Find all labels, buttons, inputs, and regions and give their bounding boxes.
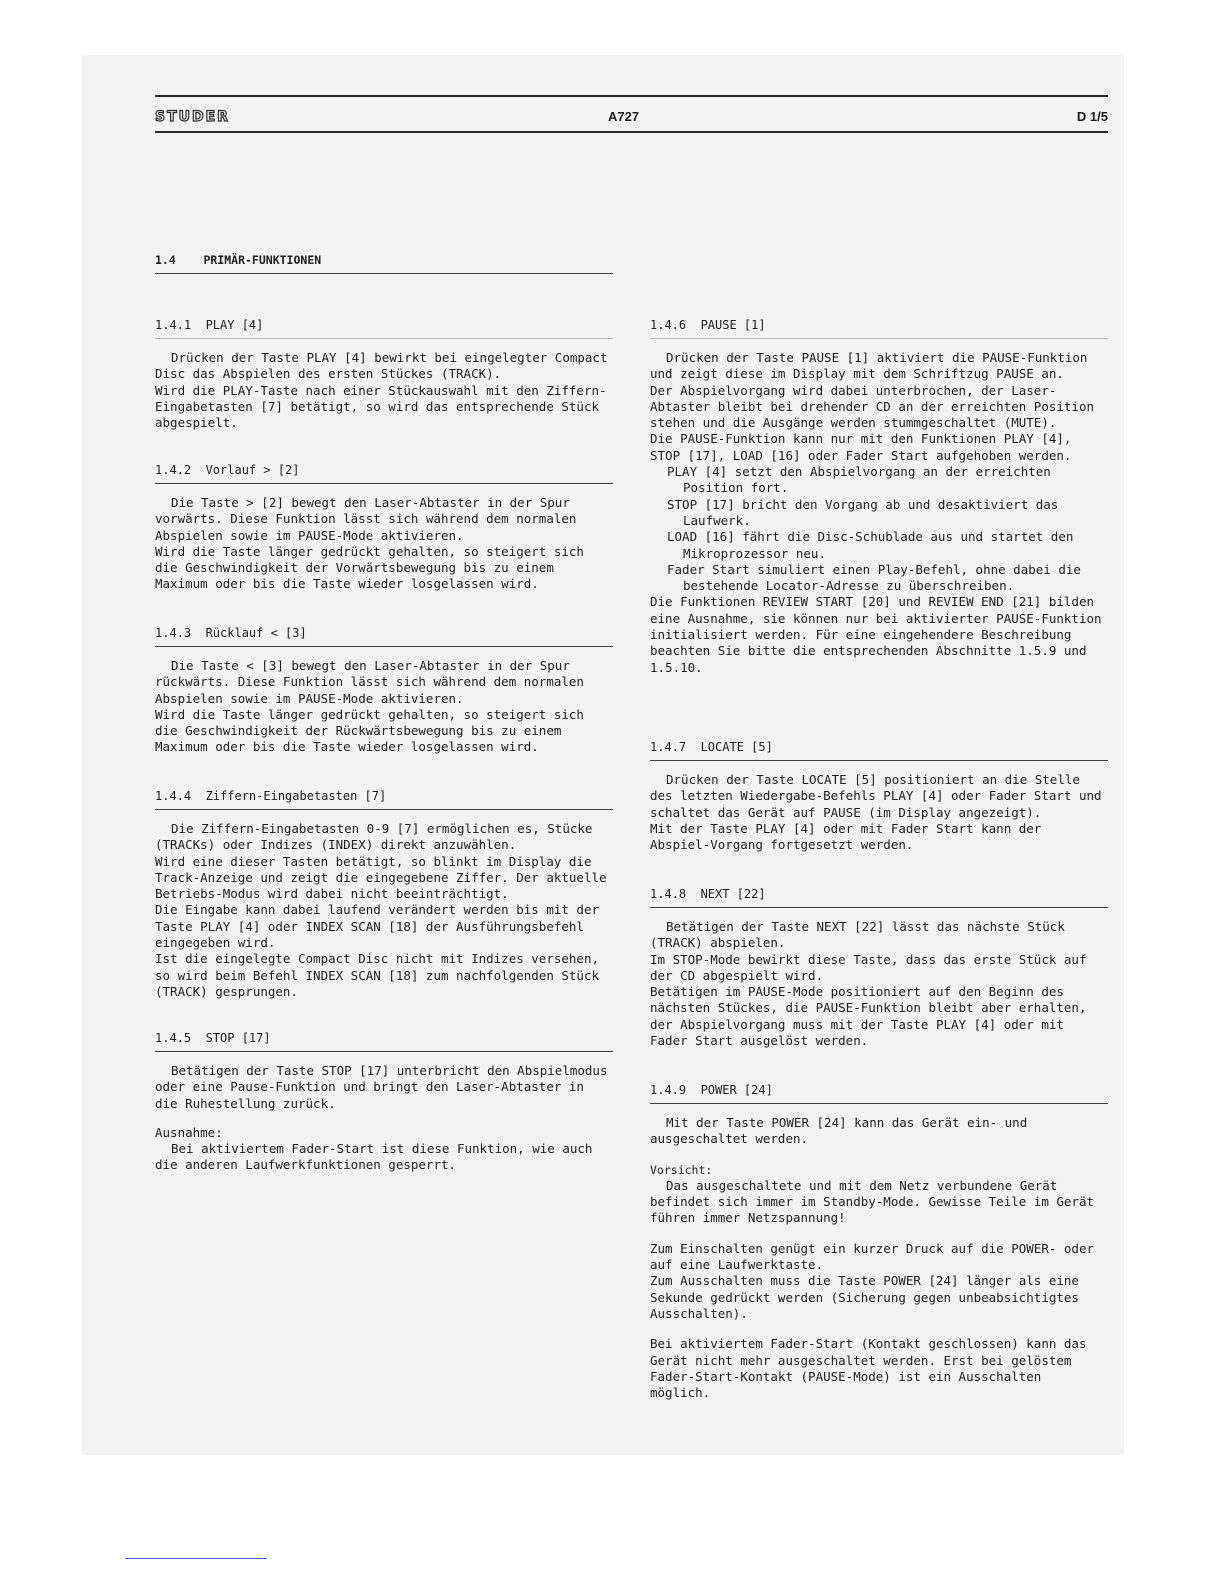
paragraph: Betätigen der Taste STOP [17] unterbricht den Abspielmodus oder eine Pause-Funktion und bringt den Laser-Abtaster in die Ruhestellung zurück. (155, 1063, 608, 1111)
paragraph: Ist die eingelegte Compact Disc nicht mit Indizes versehen, so wird beim Befehl INDEX SCAN [18] zum nachfolgenden Stück (TRACK) gesprungen. (155, 951, 600, 999)
paragraph: Betätigen im PAUSE-Mode positioniert auf den Beginn des nächsten Stückes, die PAUSE-Funktion bleibt aber erhalten, der Abspielvorgang muss mit der Taste PLAY [4] oder mit Fader Start ausgelöst werden. (650, 984, 1087, 1049)
paragraph: Wird eine dieser Tasten betätigt, so blinkt im Display die Track-Anzeige und zeigt die eingegebene Ziffer. Der aktuelle Betriebs-Modus wird dabei nicht beeinträchtigt. (155, 853, 607, 902)
paragraph: Zum Einschalten genügt ein kurzer Druck auf die POWER- oder auf eine Laufwerktaste. (650, 1240, 1095, 1273)
section-title: 1.4.3 Rücklauf < [3] (155, 625, 613, 647)
caution-label: Vorsicht: (650, 1162, 713, 1177)
section-1-4-5 (155, 1030, 613, 1174)
paragraph: Drücken der Taste LOCATE [5] positioniert an die Stelle des letzten Wiedergabe-Befehls PLAY [4] oder Fader Start und schaltet das Gerät auf PAUSE (im Display angezeigt). (650, 772, 1102, 820)
paragraph: Die Taste > [2] bewegt den Laser-Abtaster in der Spur vorwärts. Diese Funktion lässt sich während dem normalen Abspielen sowie im PAUSE-Mode aktivieren. (155, 495, 577, 543)
section-title: 1.4.8 NEXT [22] (650, 886, 1108, 908)
list-item: LOAD [16] fährt die Disc-Schublade aus und startet den Mikroprozessor neu. (667, 529, 1074, 561)
paragraph: Die Taste < [3] bewegt den Laser-Abtaster in der Spur rückwärts. Diese Funktion lässt sich während dem normalen Abspielen sowie im PAUSE-Mode aktivieren. (155, 658, 584, 706)
model-number: A727 (608, 109, 640, 124)
section-1-4-2 (155, 462, 613, 593)
section-title: 1.4.7 LOCATE [5] (650, 739, 1108, 761)
paragraph: Die Eingabe kann dabei laufend verändert werden bis mit der Taste PLAY [4] oder INDEX SCAN [18] der Ausführungsbefehl eingegeben wird. (155, 902, 600, 951)
bottom-link-underline (125, 1558, 267, 1559)
paragraph: Bei aktiviertem Fader-Start (Kontakt geschlossen) kann das Gerät nicht mehr ausgeschaltet werden. Erst bei gelöstem Fader-Start-Kontakt (PAUSE-Mode) ist ein Ausschalten möglich. (650, 1336, 1087, 1401)
page-number: D 1/5 (1076, 109, 1108, 124)
caution-text: Das ausgeschaltete und mit dem Netz verbundene Gerät befindet sich immer im Standby-Mode. Gewisse Teile im Gerät führen immer Netzspannung! (650, 1177, 1095, 1226)
paragraph: Zum Ausschalten muss die Taste POWER [24] länger als eine Sekunde gedrückt werden (Sicherung gegen unbeabsichtigtes Ausschalten). (650, 1273, 1079, 1321)
section-1-4-8 (650, 886, 1108, 1049)
section-1-4-4 (155, 788, 613, 1000)
paragraph: Drücken der Taste PAUSE [1] aktiviert die PAUSE-Funktion und zeigt diese im Display mit dem Schriftzug PAUSE an. (650, 350, 1088, 382)
section-1-4-7 (650, 739, 1108, 853)
paragraph: Wird die Taste länger gedrückt gehalten, so steigert sich die Geschwindigkeit der Vorwärtsbewegung bis zu einem Maximum oder bis die Taste wieder losgelassen wird. (155, 543, 584, 592)
studer-logo: STUDER (155, 109, 230, 125)
paragraph: Die PAUSE-Funktion kann nur mit den Funktionen PLAY [4], STOP [17], LOAD [16] oder Fader Start aufgehoben werden. (650, 431, 1072, 463)
paragraph: Der Abspielvorgang wird dabei unterbrochen, der Laser-Abtaster bleibt bei drehender CD an der erreichten Position stehen und die Ausgänge werden stummgeschaltet (MUTE). (650, 382, 1095, 431)
list-item: Fader Start simuliert einen Play-Befehl, ohne dabei die bestehende Locator-Adresse zu überschreiben. (667, 561, 1081, 594)
section-title: 1.4.4 Ziffern-Eingabetasten [7] (155, 788, 613, 810)
paragraph: Die Funktionen REVIEW START [20] und REVIEW END [21] bilden eine Ausnahme, sie können nur bei aktivierter PAUSE-Funktion initialisiert werden. Für eine eingehendere Beschreibung beachten Sie bitte die entsprechenden Abschnitte 1.5.9 und 1.5.10. (650, 594, 1102, 675)
paragraph: Wird die PLAY-Taste nach einer Stückauswahl mit den Ziffern-Eingabetasten [7] betätigt, so wird das entsprechende Stück abgespielt. (155, 382, 607, 431)
note-label: Ausnahme: (155, 1124, 223, 1140)
paragraph: Betätigen der Taste NEXT [22] lässt das nächste Stück (TRACK) abspielen. (650, 919, 1065, 951)
paragraph: Wird die Taste länger gedrückt gehalten, so steigert sich die Geschwindigkeit der Rückwärtsbewegung bis zu einem Maximum oder bis die Taste wieder losgelassen wird. (155, 706, 584, 755)
section-title: 1.4.5 STOP [17] (155, 1030, 613, 1052)
paragraph: Mit der Taste POWER [24] kann das Gerät ein- und ausgeschaltet werden. (650, 1115, 1028, 1147)
section-title: 1.4.9 POWER [24] (650, 1082, 1108, 1104)
section-1-4-1 (155, 317, 613, 431)
section-1-4-9 (650, 1082, 1108, 1401)
section-title: 1.4.2 Vorlauf > [2] (155, 462, 613, 484)
paragraph: Mit der Taste PLAY [4] oder mit Fader Start kann der Abspiel-Vorgang fortgesetzt werden. (650, 820, 1042, 853)
header-bottom-rule (155, 131, 1108, 133)
section-1-4-3 (155, 625, 613, 756)
header-top-rule (155, 95, 1108, 97)
list-item: STOP [17] bricht den Vorgang ab und desaktiviert das Laufwerk. (667, 496, 1059, 528)
section-title: 1.4.6 PAUSE [1] (650, 317, 1108, 339)
note-text: Bei aktiviertem Fader-Start ist diese Funktion, wie auch die anderen Laufwerkfunktionen gesperrt. (155, 1141, 593, 1173)
section-title: 1.4.1 PLAY [4] (155, 317, 613, 339)
list-item: PLAY [4] setzt den Abspielvorgang an der erreichten Position fort. (667, 464, 1051, 496)
chapter-heading (155, 252, 613, 285)
section-1-4-6 (650, 317, 1108, 676)
chapter-title: 1.4 PRIMÄR-FUNKTIONEN (155, 252, 613, 274)
paragraph: Im STOP-Mode bewirkt diese Taste, dass das erste Stück auf der CD abgespielt wird. (650, 951, 1087, 983)
paragraph: Die Ziffern-Eingabetasten 0-9 [7] ermöglichen es, Stücke (TRACKs) oder Indizes (INDEX) direkt anzuwählen. (155, 821, 593, 853)
paragraph: Drücken der Taste PLAY [4] bewirkt bei eingelegter Compact Disc das Abspielen des ersten Stückes (TRACK). (155, 350, 608, 382)
